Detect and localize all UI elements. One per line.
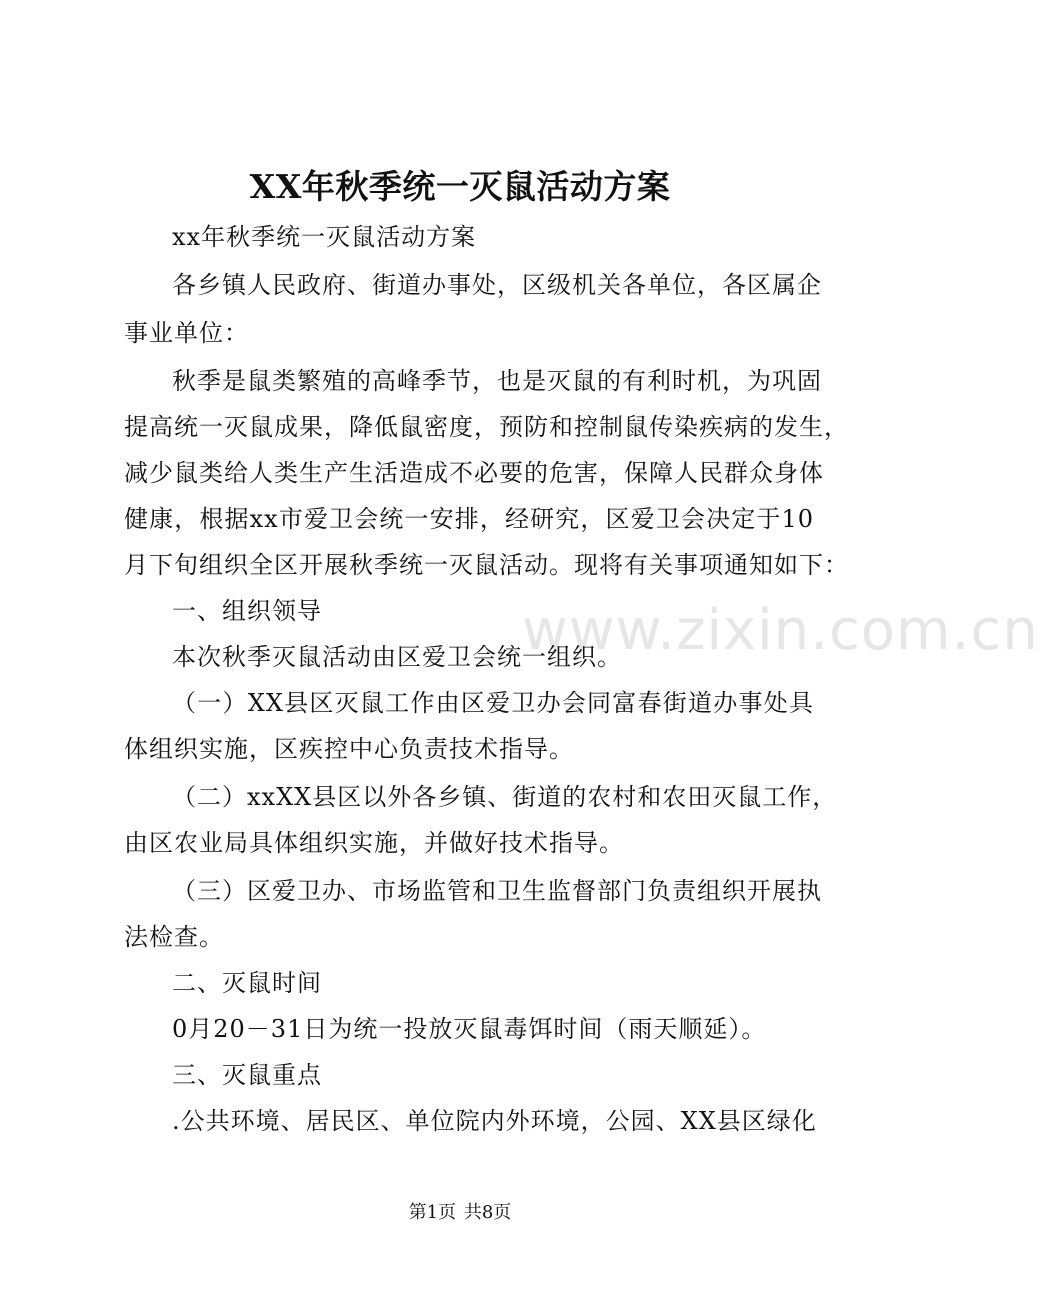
section-heading: 一、组织领导 <box>172 597 322 625</box>
body-line: 月下旬组织全区开展秋季统一灭鼠活动。现将有关事项通知如下： <box>124 551 849 579</box>
body-line: 0月20－31日为统一投放灭鼠毒饵时间（雨天顺延）。 <box>172 1015 767 1043</box>
body-line: 事业单位： <box>124 319 249 347</box>
body-line: 各乡镇人民政府、街道办事处，区级机关各单位，各区属企 <box>172 271 822 299</box>
section-heading: 三、灭鼠重点 <box>172 1061 322 1089</box>
body-line: 体组织实施，区疾控中心负责技术指导。 <box>124 735 574 763</box>
page-footer <box>0 1200 920 1226</box>
body-line: 法检查。 <box>124 923 224 951</box>
body-line: 提高统一灭鼠成果，降低鼠密度，预防和控制鼠传染疾病的发生， <box>124 413 849 441</box>
body-line: 减少鼠类给人类生产生活造成不必要的危害，保障人民群众身体 <box>124 459 824 487</box>
body-line: 秋季是鼠类繁殖的高峰季节，也是灭鼠的有利时机，为巩固 <box>172 367 822 395</box>
body-line: 本次秋季灭鼠活动由区爱卫会统一组织。 <box>172 643 622 671</box>
watermark: www.zixin.com.cn <box>522 598 1039 663</box>
body-line: .公共环境、居民区、单位院内外环境，公园、XX县区绿化 <box>172 1107 817 1135</box>
subtitle-line: xx年秋季统一灭鼠活动方案 <box>172 223 477 251</box>
body-line: （二）xxXX县区以外各乡镇、街道的农村和农田灭鼠工作， <box>172 783 838 811</box>
section-heading: 二、灭鼠时间 <box>172 969 322 997</box>
page-total: 共8页 <box>463 1202 512 1223</box>
body-line: （一）XX县区灭鼠工作由区爱卫办会同富春街道办事处具 <box>172 689 814 717</box>
body-line: 由区农业局具体组织实施，并做好技术指导。 <box>124 829 624 857</box>
body-line: 健康，根据xx市爱卫会统一安排，经研究，区爱卫会决定于10 <box>124 505 814 533</box>
page-number: 第1页 <box>408 1202 457 1223</box>
body-line: （三）区爱卫办、市场监管和卫生监督部门负责组织开展执 <box>172 877 822 905</box>
document-title: XX年秋季统一灭鼠活动方案 <box>249 167 671 206</box>
